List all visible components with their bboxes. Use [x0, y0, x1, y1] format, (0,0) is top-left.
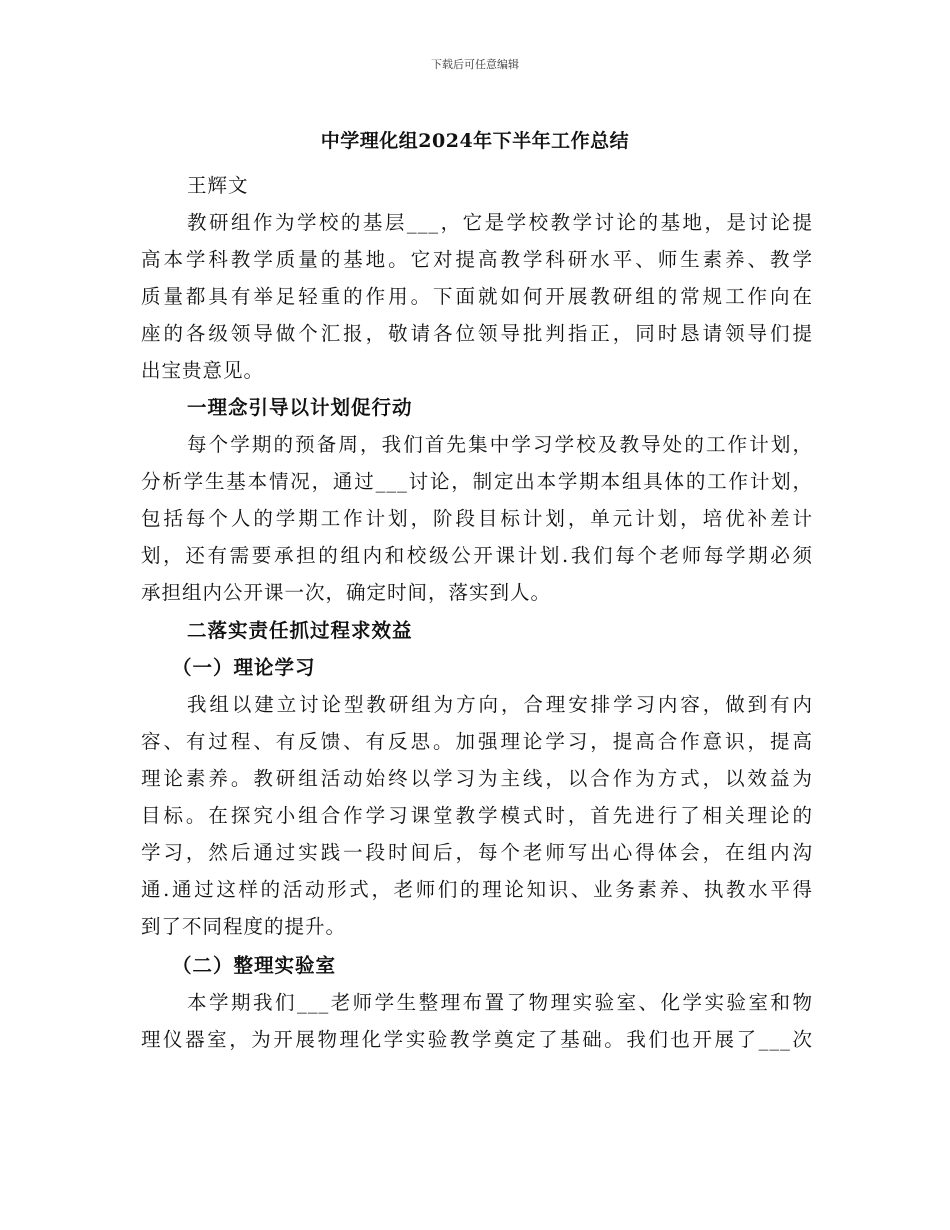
subsection-heading: （一）理论学习 [172, 656, 316, 679]
body-line: 我组以建立讨论型教研组为方向，合理安排学习内容，做到有内 [187, 693, 813, 716]
body-line: 分析学生基本情况，通过___讨论，制定出本学期本组具体的工作计划， [141, 470, 813, 493]
body-line: 座的各级领导做个汇报，敬请各位领导批判指正，同时恳请领导们提 [141, 322, 813, 345]
body-line: 学习，然后通过实践一段时间后，每个老师写出心得体会，在组内沟 [141, 841, 813, 864]
page-header-note: 下载后可任意编辑 [431, 58, 519, 71]
body-line: 教研组作为学校的基层___，它是学校教学讨论的基地，是讨论提 [187, 211, 813, 234]
body-line: 理论素养。教研组活动始终以学习为主线，以合作为方式，以效益为 [141, 767, 813, 790]
body-line: 到了不同程度的提升。 [141, 915, 347, 938]
author-name: 王辉文 [187, 174, 249, 197]
body-line: 理仪器室，为开展物理化学实验教学奠定了基础。我们也开展了___次 [141, 1028, 813, 1051]
body-line: 通.通过这样的活动形式，老师们的理论知识、业务素养、执教水平得 [141, 878, 813, 901]
body-line: 出宝贵意见。 [141, 359, 265, 382]
body-line: 每个学期的预备周，我们首先集中学习学校及教导处的工作计划， [187, 433, 813, 456]
document-title: 中学理化组2024年下半年工作总结 [320, 130, 630, 152]
section-heading: 二落实责任抓过程求效益 [187, 619, 413, 642]
subsection-heading: （二）整理实验室 [172, 954, 337, 977]
body-line: 本学期我们___老师学生整理布置了物理实验室、化学实验室和物 [187, 991, 813, 1014]
body-line: 包括每个人的学期工作计划，阶段目标计划，单元计划，培优补差计 [141, 507, 813, 530]
body-line: 高本学科教学质量的基地。它对提高教学科研水平、师生素养、教学 [141, 248, 813, 271]
section-heading: 一理念引导以计划促行动 [187, 396, 413, 419]
body-line: 划，还有需要承担的组内和校级公开课计划.我们每个老师每学期必须 [141, 544, 813, 567]
body-line: 质量都具有举足轻重的作用。下面就如何开展教研组的常规工作向在 [141, 285, 813, 308]
body-line: 承担组内公开课一次，确定时间，落实到人。 [141, 581, 552, 604]
body-line: 目标。在探究小组合作学习课堂教学模式时，首先进行了相关理论的 [141, 804, 813, 827]
body-line: 容、有过程、有反馈、有反思。加强理论学习，提高合作意识，提高 [141, 730, 813, 753]
